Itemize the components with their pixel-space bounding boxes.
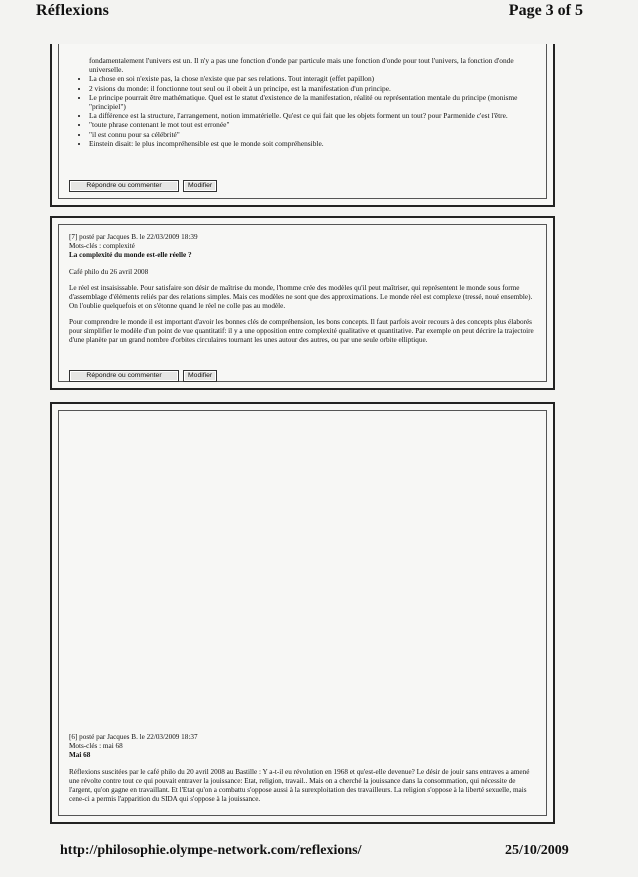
post-title: Mai 68 [69,751,91,759]
list-item: • La différence est la structure, l'arrangement, notion immatérielle. Qu'est ce qui fait que les objets forment un tout? pour Parmenide c'est l'être. [89,111,538,120]
footer-date: 25/10/2009 [505,843,569,858]
post-box-6 [50,402,555,824]
post-inner-7 [58,224,547,382]
post-paragraph: Le réel est insaisissable. Pour satisfaire son désir de maîtrise du monde, l'homme crée des modèles qu'il peut maîtriser, qui représentent le monde sous forme d'assemblage d'éléments reliés par des relations simples. Mais ces modèles ne sont que des approximations. Le monde réel est complexe (tressé, noué ensemble). On l'oublie quelquefois et on s'étonne quand le réel ne colle pas au modèle. [69,284,533,310]
page-number: Page 3 of 5 [508,2,583,19]
post-inner-8 [58,44,547,199]
page-title: Réflexions [36,2,110,19]
reply-button[interactable]: Répondre ou commenter [69,370,179,382]
list-item: • La chose en soi n'existe pas, la chose n'existe que par ses relations. Tout interagit (effet papillon) [89,74,538,83]
post-box-7 [50,216,555,390]
post-actions [69,180,217,192]
modify-button[interactable]: Modifier [183,370,217,382]
list-item: • "il est connu pour sa célébrité" [89,130,538,139]
modify-button[interactable]: Modifier [183,180,217,192]
post-body [69,733,536,811]
list-item: • Le principe pourrait être mathématique. Quel est le statut d'existence de la manifestation, réalité ou représentation mentale du principe (monisme "principiel") [89,93,538,111]
bullet-list [59,74,546,148]
post-inner-6 [58,410,547,816]
reply-button[interactable]: Répondre ou commenter [69,180,179,192]
post-meta: [6] posté par Jacques B. le 22/03/2009 18:37 [69,733,198,741]
post-paragraph: Réflexions suscitées par le café philo du 20 avril 2008 au Bastille : Y a-t-il eu révolution en 1968 et qu'est-elle devenue? Le désir de jouir sans entraves a amené une révolte contre tout ce qui pouvait entraver la jouissance: Etat, religion, travail.. Mais on a cherché la jouissance dans la consommation, qui nécessite de l'argent, qu'on gagne en travaillant. Et l'Etat qu'on a combattu s'oppose aussi à la surexploitation des travailleurs. La religion s'oppose à la liberté sexuelle, mais cene-ci a permis l'apparition du SIDA qui s'oppose à la jouissance. [69,768,530,803]
list-item: • 2 visions du monde: il fonctionne tout seul ou il obeit à un principe, est la manifestation d'un principe. [89,84,538,93]
post-tags: Mots-clés : mai 68 [69,742,123,750]
post-title: La complexité du monde est-elle réelle ? [69,251,192,259]
post-paragraph: Pour comprendre le monde il est important d'avoir les bonnes clés de compréhension, les bons concepts. Il faut parfois avoir recours à des concepts plus élaborés pour simplifier le modèle d'un point de vue quantitatif: il y a une opposition entre complexité qualitative et quantitative. Par exemple on peut décrire la trajectoire d'une planète par un grand nombre d'orbites circulaires tournant les unes autour des autres, ou par une seule orbite elliptique. [69,318,534,344]
post-meta: [7] posté par Jacques B. le 22/03/2009 18:39 [69,233,198,241]
post-tags: Mots-clés : complexité [69,242,135,250]
list-item: • "toute phrase contenant le mot tout est erronée" [89,120,538,129]
post-continuation-text: fondamentalement l'univers est un. Il n'y a pas une fonction d'onde par particule mais une fonction d'onde pour tout l'univers, la fonction d'onde universelle. [89,56,514,75]
post-body [69,233,536,352]
post-paragraph: Café philo du 26 avril 2008 [69,268,149,276]
post-box-8 [50,44,555,207]
list-item: • Einstein disait: le plus incompréhensible est que le monde soit compréhensible. [89,139,538,148]
footer-url[interactable]: http://philosophie.olympe-network.com/reflexions/ [60,843,362,858]
post-actions [69,370,217,382]
